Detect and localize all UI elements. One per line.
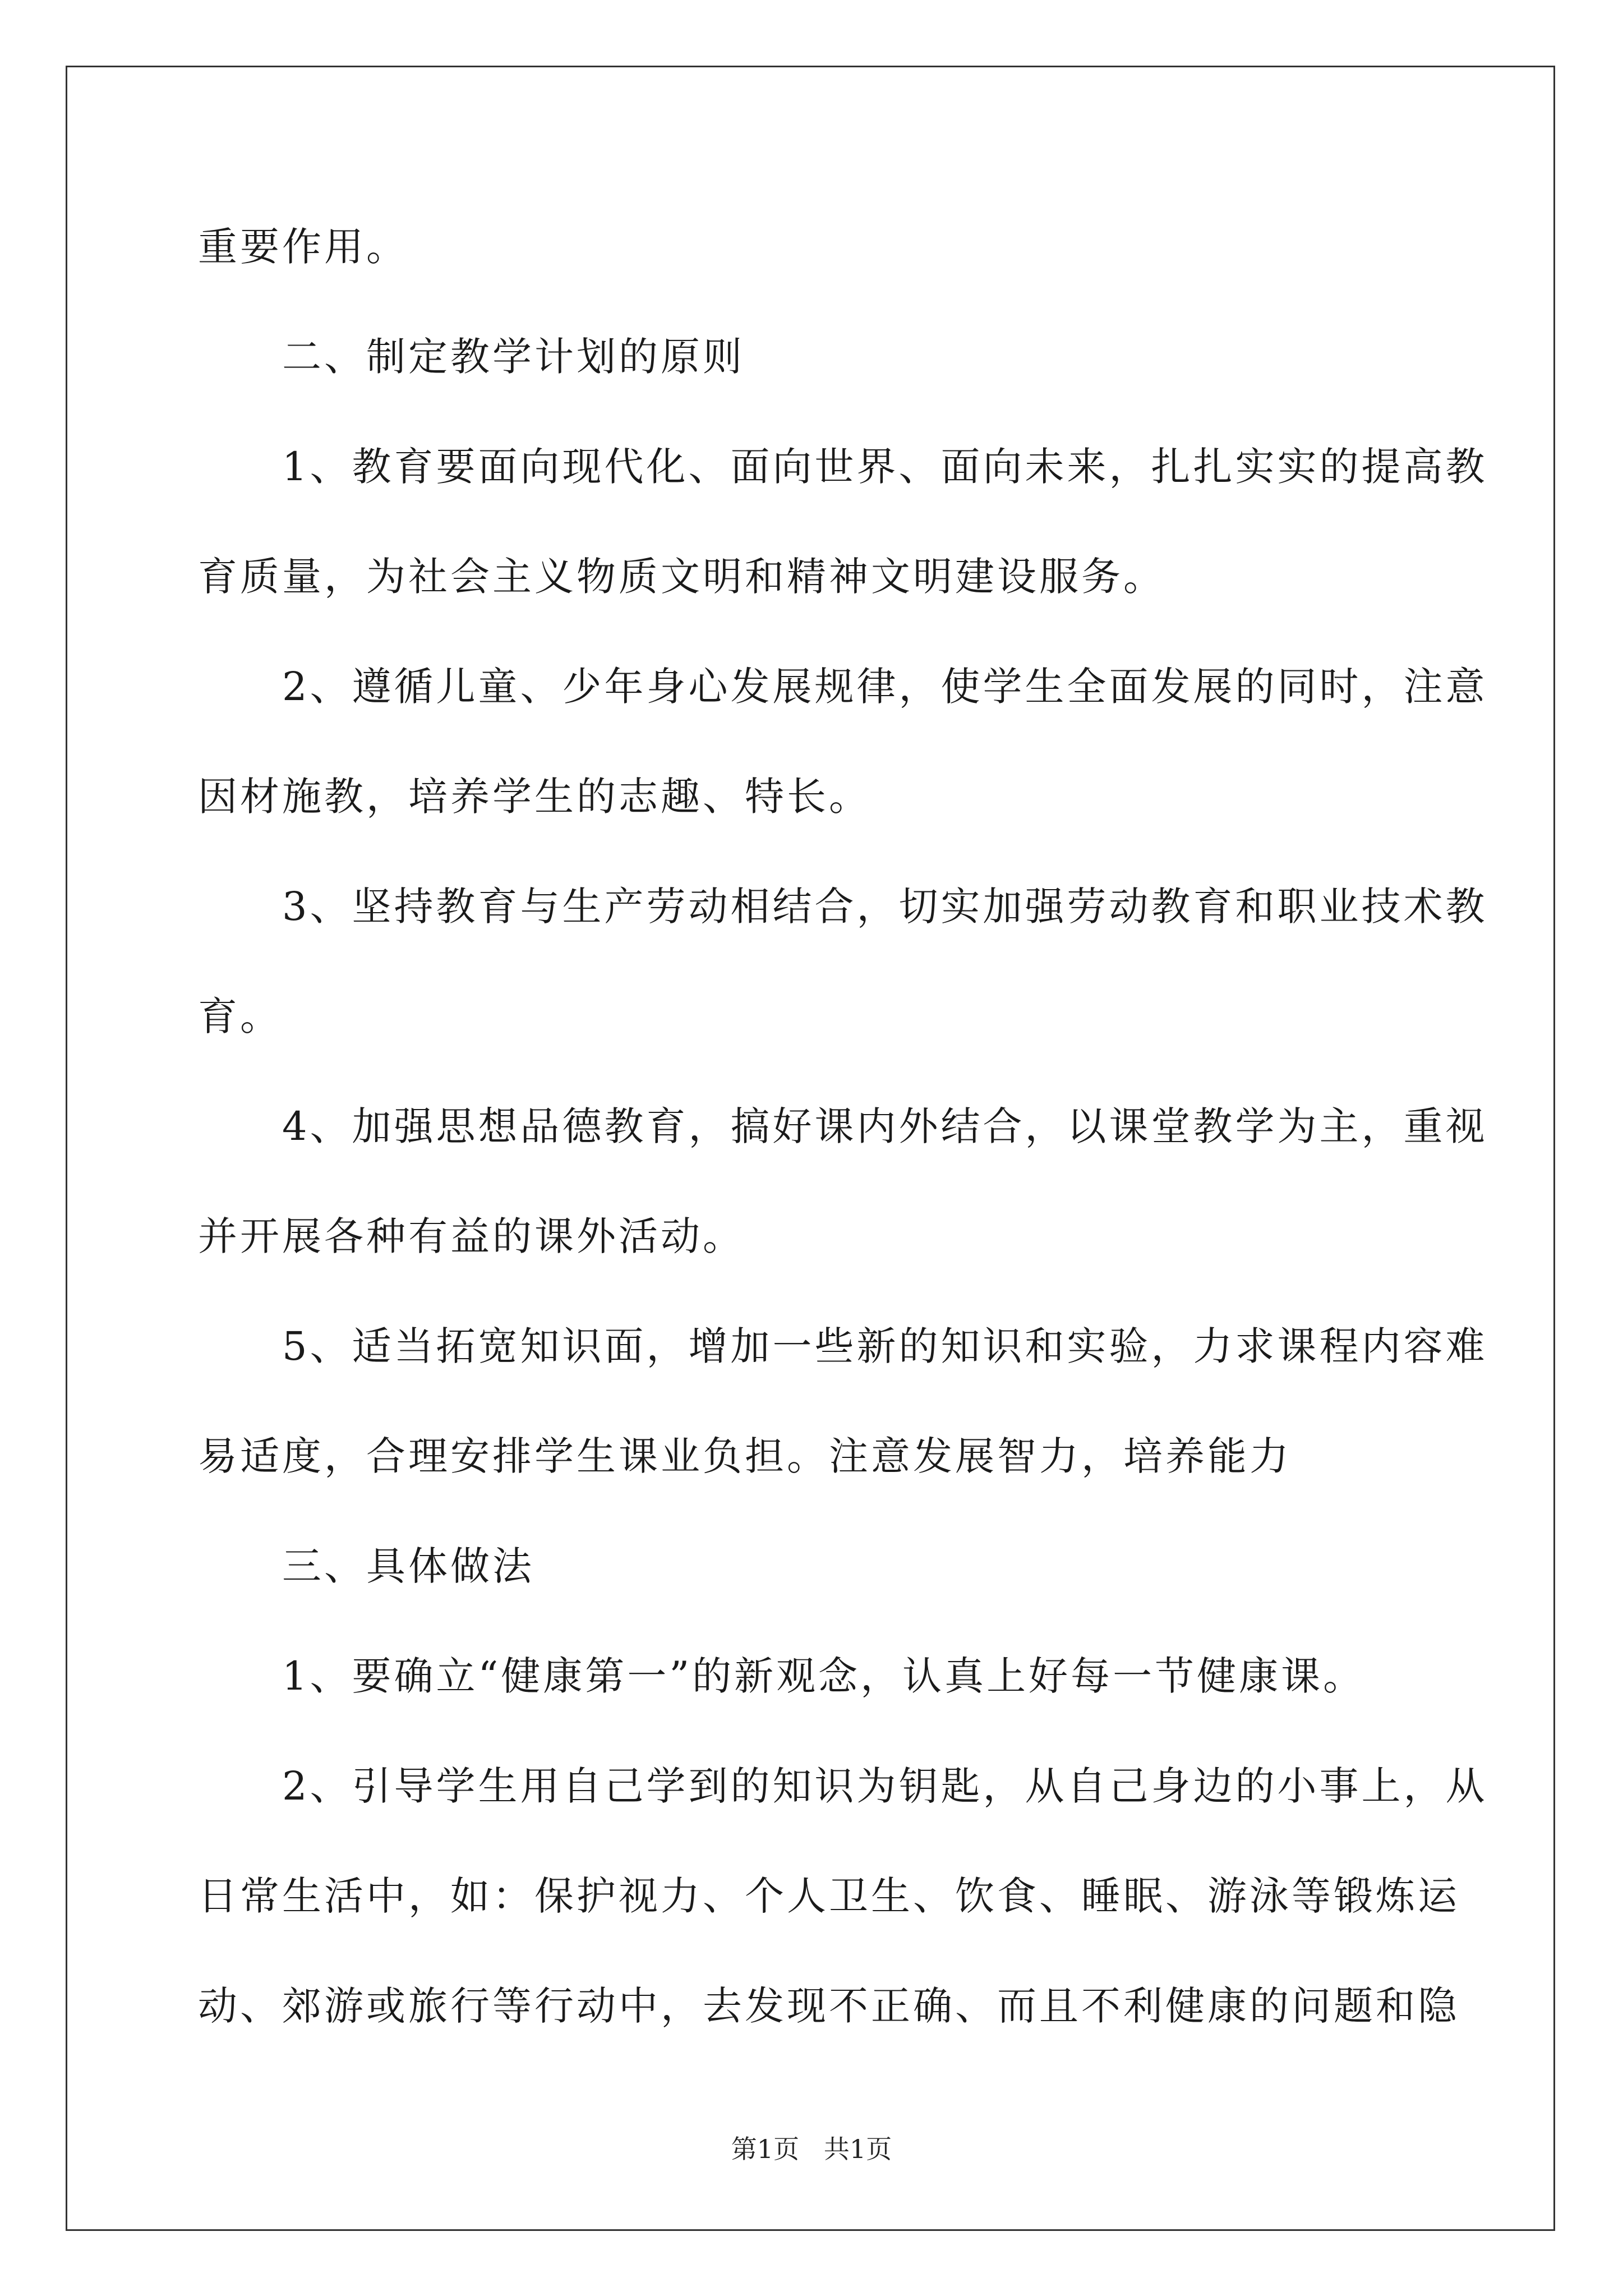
section-heading: 三、具体做法 (282, 1543, 534, 1589)
text-line: 育。 (198, 993, 282, 1039)
document-body (198, 213, 1488, 2082)
text-line: 5、适当拓宽知识面，增加一些新的知识和实验，力求课程内容难 (282, 1323, 1488, 1369)
text-line: 育质量，为社会主义物质文明和精神文明建设服务。 (198, 554, 1165, 600)
text-line: 1、要确立“健康第一”的新观念，认真上好每一节健康课。 (282, 1653, 1366, 1699)
text-line: 并开展各种有益的课外活动。 (198, 1213, 745, 1259)
text-line: 2、遵循儿童、少年身心发展规律，使学生全面发展的同时，注意 (282, 664, 1488, 710)
section-heading: 二、制定教学计划的原则 (282, 334, 745, 380)
text-line: 2、引导学生用自己学到的知识为钥匙，从自己身边的小事上，从 (282, 1763, 1488, 1809)
text-line: 重要作用。 (198, 224, 408, 270)
page-number-footer: 第1页 共1页 (731, 2134, 892, 2164)
text-line: 3、坚持教育与生产劳动相结合，切实加强劳动教育和职业技术教 (282, 884, 1488, 930)
text-line: 4、加强思想品德教育，搞好课内外结合，以课堂教学为主，重视 (282, 1103, 1488, 1149)
text-line: 日常生活中，如：保护视力、个人卫生、饮食、睡眠、游泳等锻炼运 (198, 1873, 1460, 1919)
text-line: 因材施教，培养学生的志趣、特长。 (198, 774, 871, 820)
text-line: 易适度，合理安排学生课业负担。注意发展智力，培养能力 (198, 1433, 1292, 1479)
text-line: 1、教育要面向现代化、面向世界、面向未来，扎扎实实的提高教 (282, 444, 1488, 490)
text-line: 动、郊游或旅行等行动中，去发现不正确、而且不利健康的问题和隐 (198, 1983, 1460, 2029)
